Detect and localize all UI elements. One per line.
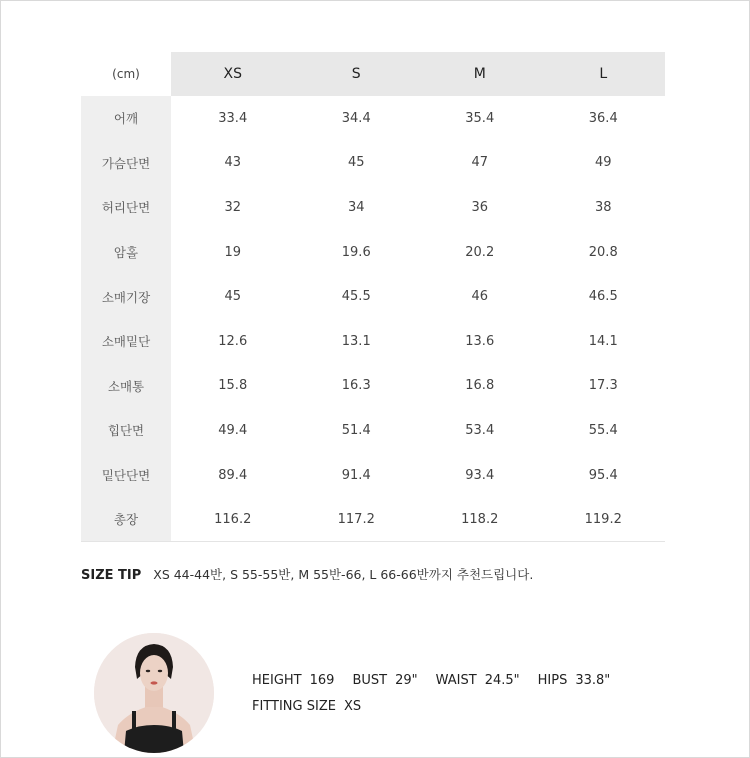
table-cell: 46 (471, 289, 489, 305)
model-measurements (252, 673, 628, 699)
table-cell: 12.6 (218, 333, 248, 349)
table-cell: 20.2 (465, 244, 495, 260)
row-label: 소매통 (81, 364, 171, 409)
table-row (81, 274, 665, 319)
table-cell: 17.3 (588, 378, 618, 394)
table-cell: 14.1 (588, 333, 618, 349)
table-cell: 45 (224, 289, 242, 305)
table-cell: 45 (347, 155, 365, 171)
size-chart-table (81, 52, 665, 542)
table-row (81, 497, 665, 542)
table-cell: 119.2 (542, 497, 666, 542)
table-cell: 32 (224, 199, 242, 215)
table-row (81, 230, 665, 275)
size-tip-label: SIZE TIP (81, 568, 142, 583)
table-cell: 13.1 (341, 333, 371, 349)
model-waist: WAIST 24.5" (435, 673, 520, 688)
table-cell: 36.4 (588, 110, 618, 126)
model-hips: HIPS 33.8" (537, 673, 611, 688)
size-header-row (81, 52, 665, 96)
table-cell: 47 (471, 155, 489, 171)
table-cell: 33.4 (218, 110, 248, 126)
table-cell: 16.3 (341, 378, 371, 394)
table-cell: 35.4 (465, 110, 495, 126)
model-photo (94, 633, 214, 753)
table-cell: 34 (347, 199, 365, 215)
table-cell: 55.4 (588, 422, 618, 438)
table-cell: 93.4 (465, 467, 495, 483)
table-cell: 45.5 (341, 289, 371, 305)
table-cell: 89.4 (218, 467, 248, 483)
table-cell: 43 (224, 155, 242, 171)
row-label: 소매기장 (81, 274, 171, 319)
table-cell: 51.4 (341, 422, 371, 438)
row-label: 밑단단면 (81, 453, 171, 498)
row-label: 허리단면 (81, 185, 171, 230)
table-cell: 49 (594, 155, 612, 171)
table-cell: 46.5 (588, 289, 618, 305)
row-label: 암홀 (81, 230, 171, 275)
table-cell: 49.4 (218, 422, 248, 438)
table-cell: 116.2 (171, 497, 295, 542)
size-header-m: M (418, 52, 542, 96)
row-label: 어깨 (81, 96, 171, 141)
table-cell: 36 (471, 199, 489, 215)
table-row (81, 408, 665, 453)
table-cell: 34.4 (341, 110, 371, 126)
table-row (81, 141, 665, 186)
table-cell: 20.8 (588, 244, 618, 260)
table-cell: 13.6 (465, 333, 495, 349)
table-cell: 15.8 (218, 378, 248, 394)
model-info (252, 673, 628, 725)
row-label: 소매밑단 (81, 319, 171, 364)
model-fitting-size: FITTING SIZE XS (252, 699, 362, 714)
size-header-l: L (542, 52, 666, 96)
table-cell: 16.8 (465, 378, 495, 394)
table-cell: 53.4 (465, 422, 495, 438)
table-row (81, 364, 665, 409)
model-height: HEIGHT 169 (252, 673, 335, 688)
model-bust: BUST 29" (352, 673, 418, 688)
table-cell: 118.2 (418, 497, 542, 542)
table-row (81, 453, 665, 498)
table-row (81, 319, 665, 364)
size-tip-text: XS 44-44반, S 55-55반, M 55반-66, L 66-66반까지 추천드립니다. (153, 567, 534, 582)
table-row (81, 96, 665, 141)
table-cell: 91.4 (341, 467, 371, 483)
size-tip (81, 565, 533, 583)
table-cell: 117.2 (295, 497, 419, 542)
row-label: 가슴단면 (81, 141, 171, 186)
size-header-xs: XS (171, 52, 295, 96)
table-cell: 19 (224, 244, 242, 260)
unit-label: (cm) (81, 52, 171, 96)
table-row (81, 185, 665, 230)
model-photo-illustration (94, 633, 214, 753)
size-header-s: S (295, 52, 419, 96)
table-cell: 19.6 (341, 244, 371, 260)
table-cell: 38 (594, 199, 612, 215)
table-cell: 95.4 (588, 467, 618, 483)
row-label: 힙단면 (81, 408, 171, 453)
row-label: 총장 (81, 497, 171, 542)
